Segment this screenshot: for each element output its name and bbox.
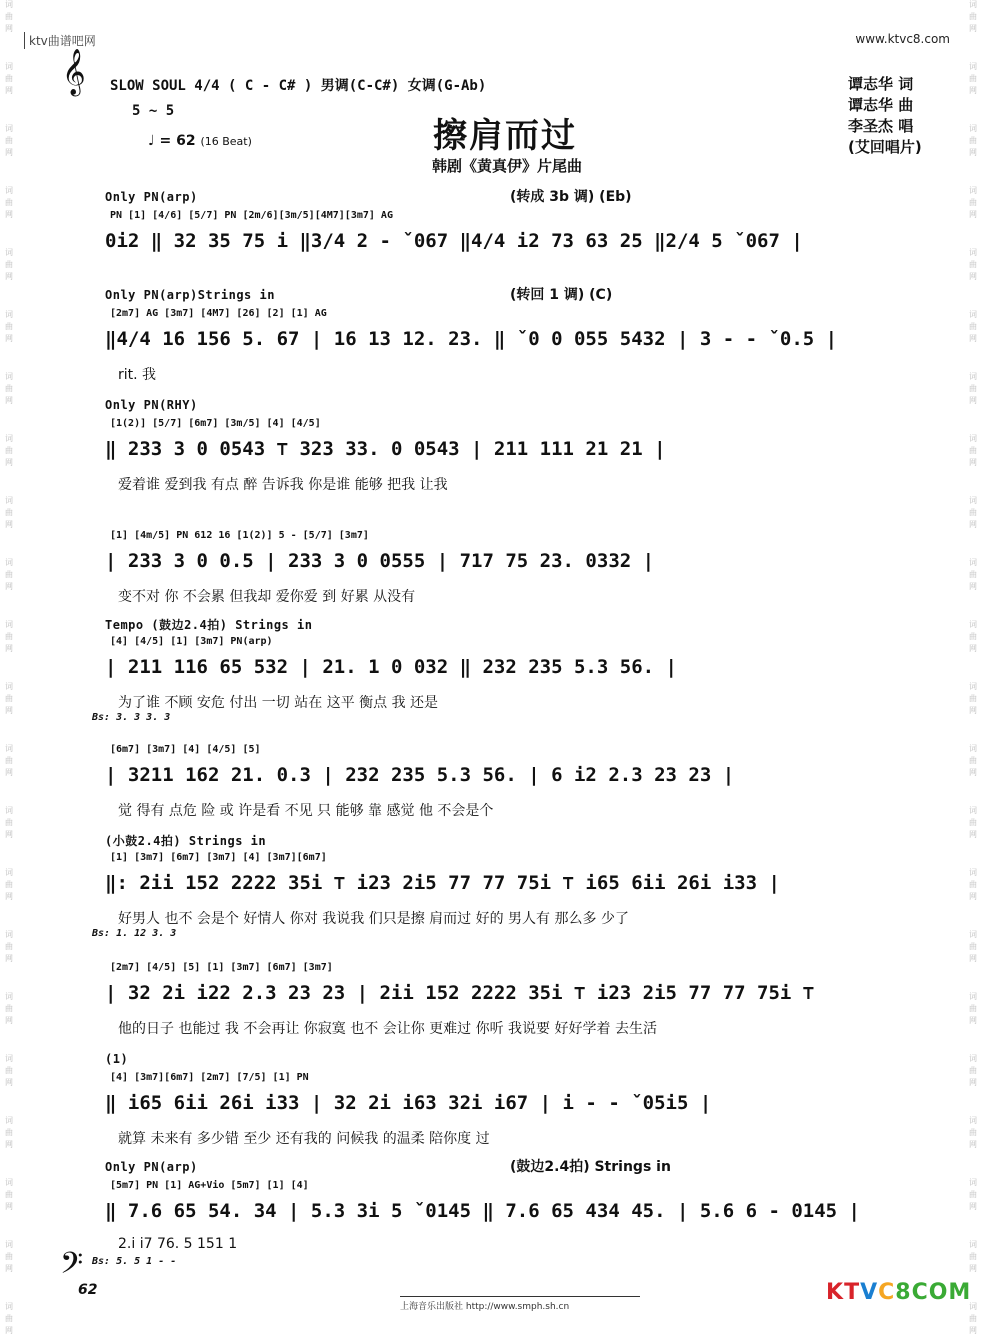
side-watermark-glyph: 曲 — [5, 384, 13, 393]
system-lyrics-line: 就算 未来有 多少错 至少 还有我的 问候我 的温柔 陪你度 过 — [118, 1131, 490, 1147]
side-watermark-glyph: 网 — [969, 1078, 977, 1087]
side-watermark-glyph: 词 — [969, 434, 977, 443]
side-watermark-glyph: 曲 — [5, 74, 13, 83]
side-watermark-glyph: 网 — [5, 272, 13, 281]
top-right-watermark: www.ktvc8.com — [855, 32, 950, 46]
side-watermark-glyph: 词 — [969, 992, 977, 1001]
side-watermark-glyph: 网 — [5, 644, 13, 653]
side-watermark-glyph: 曲 — [5, 818, 13, 827]
side-watermark-glyph: 曲 — [969, 1314, 977, 1323]
system-chord-row: [1(2)] [5/7] [6m7] [3m/5] [4] [4/5] — [110, 418, 321, 429]
side-watermark-glyph: 词 — [5, 744, 13, 753]
side-watermark-glyph: 词 — [969, 248, 977, 257]
side-watermark-glyph: 词 — [969, 1116, 977, 1125]
side-watermark-glyph: 网 — [969, 1140, 977, 1149]
system-chord-row: [1] [3m7] [6m7] [3m7] [4] [3m7][6m7] — [110, 852, 327, 863]
system-key-annotation: (转成 3b 调) (Eb) — [510, 189, 632, 205]
system-bass-line: Bs: 5. 5 1 - - — [92, 1256, 177, 1267]
side-watermark-glyph: 曲 — [969, 1128, 977, 1137]
side-watermark-glyph: 词 — [5, 620, 13, 629]
side-watermark-glyph: 词 — [969, 682, 977, 691]
side-watermark-glyph: 网 — [5, 892, 13, 901]
side-watermark-glyph: 曲 — [969, 818, 977, 827]
side-watermark-glyph: 词 — [969, 0, 977, 9]
side-watermark-glyph: 曲 — [969, 570, 977, 579]
system-section-label: Only PN(arp) — [105, 190, 198, 204]
side-watermark-glyph: 词 — [969, 930, 977, 939]
system-notation-line: ‖ 233 3 0 0543 ⊤ 323 33. 0 0543 | 211 111 21 21 | — [105, 438, 666, 460]
system-notation-line: | 32 2i i22 2.3 23 23 | 2ii 152 2222 35i ⊤ i23 2i5 77 77 75i ⊤ — [105, 982, 815, 1004]
side-watermark-glyph: 词 — [5, 1302, 13, 1311]
side-watermark-glyph: 网 — [969, 644, 977, 653]
side-watermark-glyph: 词 — [969, 186, 977, 195]
side-watermark-glyph: 网 — [5, 1202, 13, 1211]
bpm-value: = 62 — [159, 133, 196, 149]
side-watermark-glyph: 词 — [5, 1116, 13, 1125]
bass-clef-icon: 𝄢 — [60, 1247, 84, 1288]
side-watermark-glyph: 曲 — [969, 694, 977, 703]
side-watermark-glyph: 网 — [5, 1078, 13, 1087]
side-watermark-glyph: 网 — [969, 1016, 977, 1025]
side-watermark-glyph: 网 — [5, 768, 13, 777]
singer-credit: 李圣杰 唱 — [848, 117, 914, 135]
top-left-watermark: ktv曲谱吧网 — [24, 32, 96, 49]
side-watermark-glyph: 曲 — [5, 12, 13, 21]
side-watermark-glyph: 网 — [5, 1016, 13, 1025]
side-watermark-glyph: 词 — [5, 868, 13, 877]
side-watermark-glyph: 词 — [5, 62, 13, 71]
right-watermark-strip — [964, 0, 982, 1335]
side-watermark-glyph: 网 — [969, 1202, 977, 1211]
side-watermark-glyph: 词 — [5, 310, 13, 319]
side-watermark-glyph: 词 — [5, 124, 13, 133]
side-watermark-glyph: 词 — [5, 0, 13, 9]
system-section-label: Tempo (鼓边2.4拍) Strings in — [105, 618, 313, 632]
system-chord-row: [2m7] AG [3m7] [4M7] [26] [2] [1] AG — [110, 308, 327, 319]
system-chord-row: [1] [4m/5] PN 612 16 [1(2)] 5 - [5/7] [3m7] — [110, 530, 369, 541]
side-watermark-glyph: 曲 — [969, 1190, 977, 1199]
side-watermark-glyph: 网 — [969, 396, 977, 405]
side-watermark-glyph: 网 — [5, 582, 13, 591]
side-watermark-glyph: 曲 — [5, 632, 13, 641]
side-watermark-glyph: 词 — [969, 558, 977, 567]
side-watermark-glyph: 曲 — [5, 1004, 13, 1013]
quarter-note-icon: ♩ — [148, 133, 155, 149]
system-chord-row: [6m7] [3m7] [4] [4/5] [5] — [110, 744, 261, 755]
side-watermark-glyph: 词 — [5, 930, 13, 939]
system-section-label: (1) — [105, 1052, 129, 1066]
side-watermark-glyph: 曲 — [969, 1252, 977, 1261]
lyricist-credit: 谭志华 词 — [848, 75, 914, 93]
side-watermark-glyph: 曲 — [5, 322, 13, 331]
side-watermark-glyph: 曲 — [969, 632, 977, 641]
side-watermark-glyph: 网 — [5, 520, 13, 529]
side-watermark-glyph: 网 — [969, 1264, 977, 1273]
side-watermark-glyph: 词 — [5, 806, 13, 815]
logo-letter-v: V — [860, 1280, 879, 1305]
system-chord-row: [4] [4/5] [1] [3m7] PN(arp) — [110, 636, 273, 647]
side-watermark-glyph: 网 — [969, 210, 977, 219]
song-subtitle: 韩剧《黄真伊》片尾曲 — [432, 157, 583, 175]
system-lyrics-line: 爱着谁 爱到我 有点 醉 告诉我 你是谁 能够 把我 让我 — [118, 477, 448, 493]
side-watermark-glyph: 词 — [5, 248, 13, 257]
system-notation-line: ‖ i65 6ii 26i i33 | 32 2i i63 32i i67 | i - - ˇ05i5 | — [105, 1092, 712, 1114]
side-watermark-glyph: 网 — [969, 24, 977, 33]
side-watermark-glyph: 词 — [969, 1178, 977, 1187]
side-watermark-glyph: 曲 — [5, 694, 13, 703]
side-watermark-glyph: 网 — [969, 458, 977, 467]
side-watermark-glyph: 曲 — [969, 136, 977, 145]
side-watermark-glyph: 网 — [969, 582, 977, 591]
system-section-label: (小鼓2.4拍) Strings in — [105, 834, 267, 848]
side-watermark-glyph: 曲 — [969, 384, 977, 393]
side-watermark-glyph: 网 — [5, 706, 13, 715]
side-watermark-glyph: 网 — [5, 458, 13, 467]
side-watermark-glyph: 词 — [969, 868, 977, 877]
side-watermark-glyph: 词 — [5, 1240, 13, 1249]
logo-letter-c: C — [878, 1280, 896, 1305]
side-watermark-glyph: 网 — [5, 24, 13, 33]
side-watermark-glyph: 曲 — [969, 12, 977, 21]
side-watermark-glyph: 词 — [5, 1178, 13, 1187]
system-chord-row: [5m7] PN [1] AG+Vio [5m7] [1] [4] — [110, 1180, 309, 1191]
system-chord-row: [4] [3m7][6m7] [2m7] [7/5] [1] PN — [110, 1072, 309, 1083]
side-watermark-glyph: 网 — [969, 334, 977, 343]
side-watermark-glyph: 曲 — [969, 446, 977, 455]
left-watermark-strip — [0, 0, 18, 1335]
side-watermark-glyph: 网 — [5, 1326, 13, 1335]
song-title: 擦肩而过 — [433, 116, 577, 156]
side-watermark-glyph: 词 — [5, 682, 13, 691]
logo-com: COM — [911, 1280, 972, 1305]
side-watermark-glyph: 词 — [5, 186, 13, 195]
tempo-line: SLOW SOUL 4/4 ( C - C# ) 男调(C-C#) 女调(G-Ab) — [110, 78, 487, 94]
side-watermark-glyph: 曲 — [969, 942, 977, 951]
system-section-label: Only PN(arp) — [105, 1160, 198, 1174]
system-lyrics-line: 2.i i7 76. 5 151 1 — [118, 1236, 238, 1252]
side-watermark-glyph: 网 — [969, 892, 977, 901]
side-watermark-glyph: 网 — [5, 210, 13, 219]
system-notation-line: | 233 3 0 0.5 | 233 3 0 0555 | 717 75 23. 0332 | — [105, 550, 655, 572]
side-watermark-glyph: 词 — [969, 1054, 977, 1063]
side-watermark-glyph: 网 — [5, 830, 13, 839]
system-lyrics-line: rit. 我 — [118, 367, 157, 383]
side-watermark-glyph: 曲 — [5, 1066, 13, 1075]
side-watermark-glyph: 网 — [5, 148, 13, 157]
side-watermark-glyph: 网 — [969, 520, 977, 529]
side-watermark-glyph: 曲 — [5, 136, 13, 145]
side-watermark-glyph: 词 — [969, 744, 977, 753]
beat-label: (16 Beat) — [200, 135, 252, 148]
side-watermark-glyph: 网 — [5, 334, 13, 343]
side-watermark-glyph: 曲 — [969, 260, 977, 269]
side-watermark-glyph: 词 — [969, 62, 977, 71]
vocal-range: 5 ~ 5 — [132, 103, 175, 119]
logo-digit-8: 8 — [895, 1280, 912, 1305]
system-notation-line: | 211 116 65 532 | 21. 1 0 032 ‖ 232 235 5.3 56. | — [105, 656, 677, 678]
side-watermark-glyph: 网 — [969, 768, 977, 777]
side-watermark-glyph: 网 — [5, 954, 13, 963]
composer-credit: 谭志华 曲 — [848, 96, 914, 114]
side-watermark-glyph: 词 — [969, 496, 977, 505]
side-watermark-glyph: 曲 — [5, 260, 13, 269]
side-watermark-glyph: 网 — [5, 86, 13, 95]
side-watermark-glyph: 词 — [969, 372, 977, 381]
system-notation-line: | 3211 162 21. 0.3 | 232 235 5.3 56. | 6 i2 2.3 23 23 | — [105, 764, 735, 786]
ktvc8-logo — [826, 1280, 971, 1305]
side-watermark-glyph: 网 — [969, 148, 977, 157]
side-watermark-glyph: 网 — [969, 1326, 977, 1335]
side-watermark-glyph: 曲 — [969, 198, 977, 207]
system-key-annotation: (转回 1 调) (C) — [510, 287, 613, 303]
side-watermark-glyph: 曲 — [5, 1252, 13, 1261]
side-watermark-glyph: 曲 — [969, 1004, 977, 1013]
side-watermark-glyph: 词 — [5, 1054, 13, 1063]
side-watermark-glyph: 词 — [5, 434, 13, 443]
system-lyrics-line: 变不对 你 不会累 但我却 爱你爱 到 好累 从没有 — [118, 589, 416, 605]
side-watermark-glyph: 词 — [969, 310, 977, 319]
side-watermark-glyph: 词 — [5, 496, 13, 505]
side-watermark-glyph: 曲 — [5, 1190, 13, 1199]
album-credit: (艾回唱片) — [848, 138, 922, 156]
side-watermark-glyph: 网 — [5, 396, 13, 405]
side-watermark-glyph: 网 — [969, 706, 977, 715]
side-watermark-glyph: 曲 — [969, 1066, 977, 1075]
side-watermark-glyph: 网 — [5, 1140, 13, 1149]
system-notation-line: ‖: 2ii 152 2222 35i ⊤ i23 2i5 77 77 75i ⊤ i65 6ii 26i i33 | — [105, 872, 780, 894]
logo-letter-t: T — [844, 1280, 861, 1305]
side-watermark-glyph: 曲 — [5, 880, 13, 889]
side-watermark-glyph: 网 — [969, 954, 977, 963]
side-watermark-glyph: 词 — [969, 1240, 977, 1249]
side-watermark-glyph: 曲 — [5, 942, 13, 951]
logo-letter-k: K — [826, 1280, 845, 1305]
treble-clef-icon: 𝄞 — [62, 49, 86, 95]
system-bass-line: Bs: 1. 12 3. 3 — [92, 928, 177, 939]
side-watermark-glyph: 网 — [969, 272, 977, 281]
side-watermark-glyph: 曲 — [5, 446, 13, 455]
side-watermark-glyph: 网 — [5, 1264, 13, 1273]
system-section-label: Only PN(arp)Strings in — [105, 288, 275, 302]
side-watermark-glyph: 词 — [969, 1302, 977, 1311]
system-notation-line: 0i2 ‖ 32 35 75 i ‖3/4 2 - ˇ067 ‖4/4 i2 73 63 25 ‖2/4 5 ˇ067 | — [105, 230, 803, 252]
system-lyrics-line: 好男人 也不 会是个 好情人 你对 我说我 们只是擦 肩而过 好的 男人有 那么多 少了 — [118, 911, 629, 927]
side-watermark-glyph: 词 — [969, 620, 977, 629]
side-watermark-glyph: 曲 — [969, 508, 977, 517]
side-watermark-glyph: 词 — [969, 806, 977, 815]
side-watermark-glyph: 曲 — [969, 74, 977, 83]
system-lyrics-line: 为了谁 不顾 安危 付出 一切 站在 这平 衡点 我 还是 — [118, 695, 439, 711]
system-notation-line: ‖4/4 16 156 5. 67 | 16 13 12. 23. ‖ ˇ0 0 055 5432 | 3 - - ˇ0.5 | — [105, 328, 838, 350]
system-bass-line: Bs: 3. 3 3. 3 — [92, 712, 171, 723]
side-watermark-glyph: 曲 — [5, 508, 13, 517]
side-watermark-glyph: 曲 — [5, 570, 13, 579]
side-watermark-glyph: 网 — [969, 86, 977, 95]
system-key-annotation: (鼓边2.4拍) Strings in — [510, 1159, 671, 1175]
bpm-line — [148, 133, 252, 149]
system-notation-line: ‖ 7.6 65 54. 34 | 5.3 3i 5 ˇ0145 ‖ 7.6 65 434 45. | 5.6 6 - 0145 | — [105, 1200, 860, 1222]
side-watermark-glyph: 词 — [5, 992, 13, 1001]
side-watermark-glyph: 词 — [5, 558, 13, 567]
side-watermark-glyph: 曲 — [5, 1314, 13, 1323]
system-lyrics-line: 觉 得有 点危 险 或 许是看 不见 只 能够 靠 感觉 他 不会是个 — [118, 803, 494, 819]
side-watermark-glyph: 词 — [969, 124, 977, 133]
credits-block — [848, 74, 922, 158]
system-chord-row: [2m7] [4/5] [5] [1] [3m7] [6m7] [3m7] — [110, 962, 333, 973]
side-watermark-glyph: 曲 — [969, 880, 977, 889]
side-watermark-glyph: 曲 — [5, 756, 13, 765]
side-watermark-glyph: 曲 — [5, 198, 13, 207]
side-watermark-glyph: 网 — [969, 830, 977, 839]
publisher-footer: 上海音乐出版社 http://www.smph.sh.cn — [400, 1296, 640, 1312]
side-watermark-glyph: 词 — [5, 372, 13, 381]
side-watermark-glyph: 曲 — [5, 1128, 13, 1137]
side-watermark-glyph: 曲 — [969, 322, 977, 331]
system-lyrics-line: 他的日子 也能过 我 不会再让 你寂寞 也不 会让你 更难过 你听 我说要 好好学着 去生活 — [118, 1021, 657, 1037]
system-chord-row: PN [1] [4/6] [5/7] PN [2m/6][3m/5][4M7][3m7] AG — [110, 210, 393, 221]
system-section-label: Only PN(RHY) — [105, 398, 198, 412]
side-watermark-glyph: 曲 — [969, 756, 977, 765]
page-number: 62 — [78, 1282, 98, 1298]
